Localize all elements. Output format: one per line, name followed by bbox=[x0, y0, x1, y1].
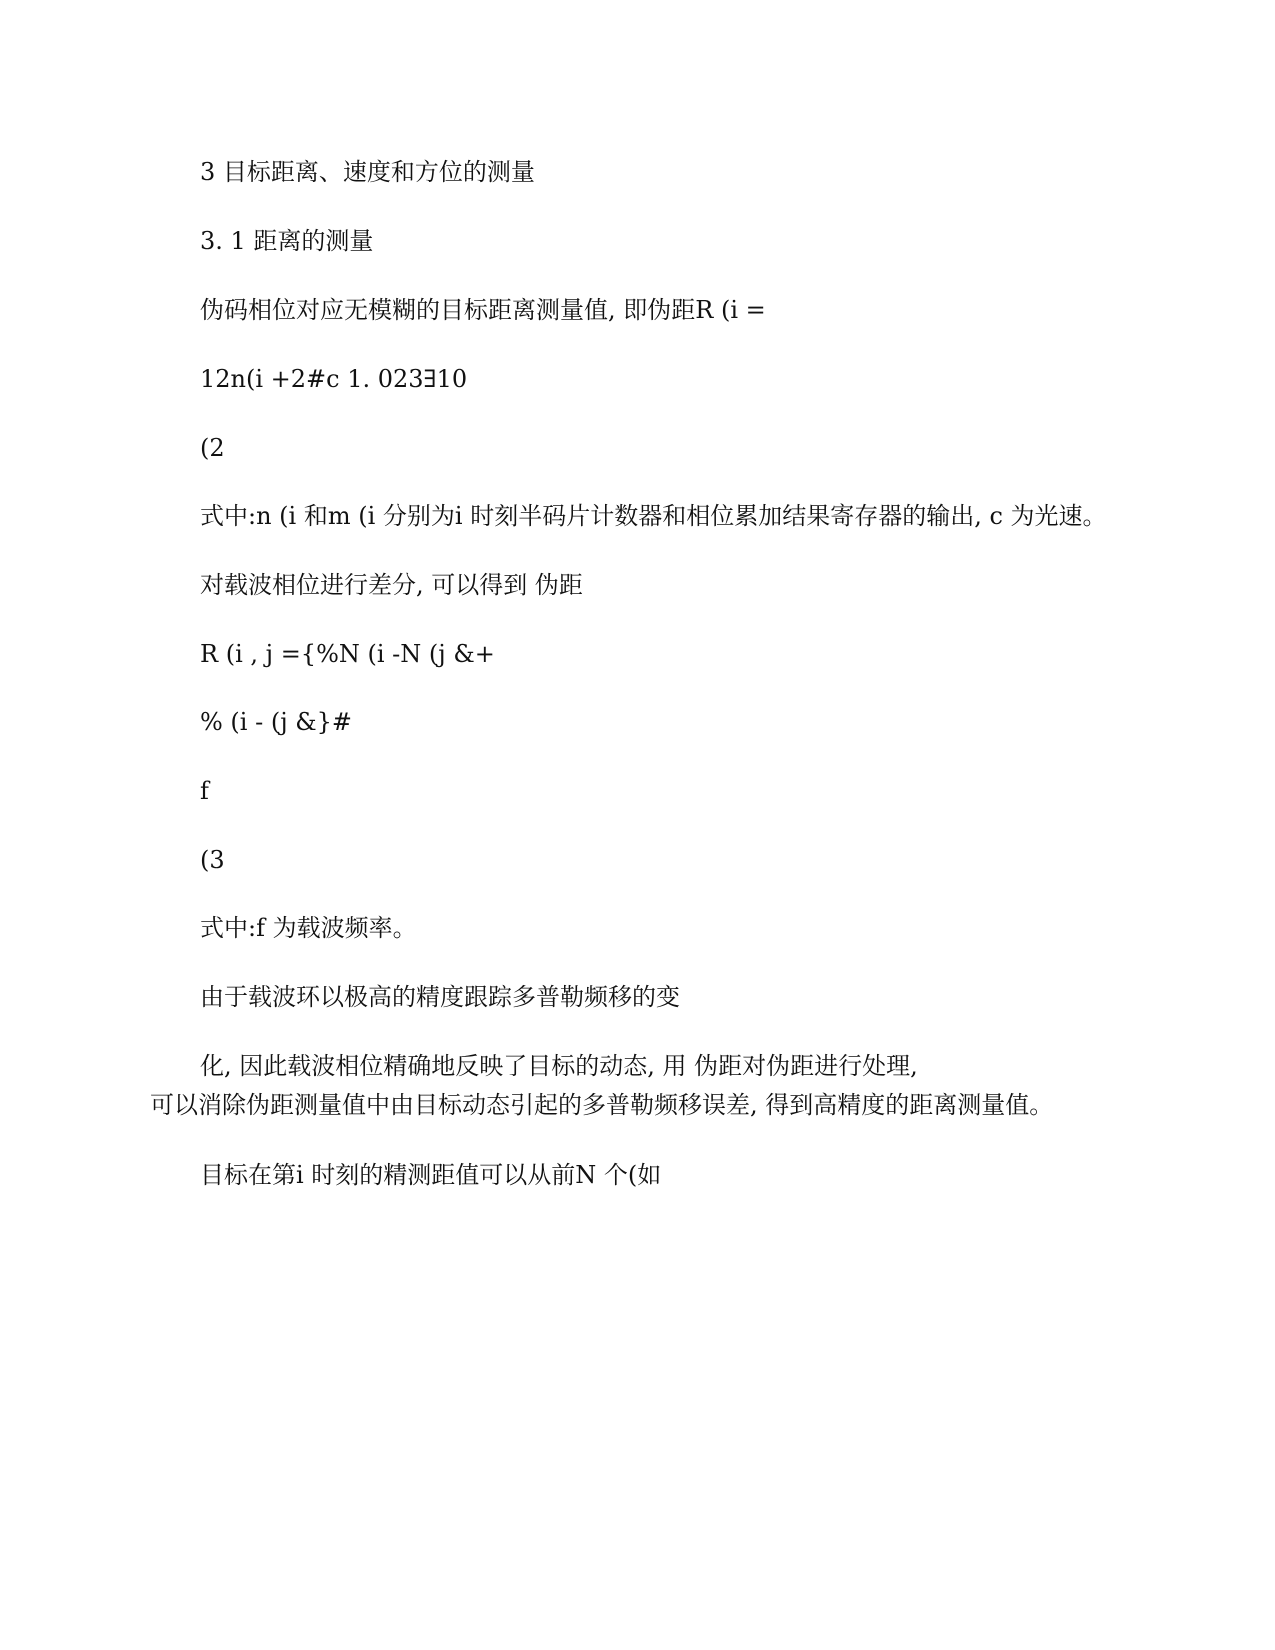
paragraph-line: 式中:f 为载波频率。 bbox=[200, 914, 417, 942]
paragraph-line: 对载波相位进行差分, 可以得到 伪距 bbox=[200, 571, 583, 599]
formula-line: % (i - (j &}# bbox=[200, 708, 353, 736]
section-heading: 3 目标距离、速度和方位的测量 bbox=[200, 158, 535, 186]
equation-number: (2 bbox=[200, 434, 225, 462]
paragraph-line: 式中:n (i 和m (i 分别为i 时刻半码片计数器和相位累加结果寄存器的输出, c 为光速。 bbox=[200, 502, 1107, 530]
paragraph-line: 由于载波环以极高的精度跟踪多普勒频移的变 bbox=[200, 983, 680, 1011]
paragraph-line: 目标在第i 时刻的精测距值可以从前N 个(如 bbox=[200, 1161, 662, 1189]
subsection-heading: 3. 1 距离的测量 bbox=[200, 227, 374, 255]
formula-line: R (i , j ={%N (i -N (j &+ bbox=[200, 640, 495, 668]
formula-line: 12n(i +2#c 1. 023∃10 bbox=[200, 365, 468, 393]
formula-line: f bbox=[200, 777, 209, 805]
equation-number: (3 bbox=[200, 846, 225, 874]
paragraph-line: 化, 因此载波相位精确地反映了目标的动态, 用 伪距对伪距进行处理, bbox=[200, 1052, 918, 1080]
paragraph-line: 可以消除伪距测量值中由目标动态引起的多普勒频移误差, 得到高精度的距离测量值。 bbox=[150, 1091, 1054, 1119]
paragraph-line: 伪码相位对应无模糊的目标距离测量值, 即伪距R (i = bbox=[200, 296, 766, 324]
